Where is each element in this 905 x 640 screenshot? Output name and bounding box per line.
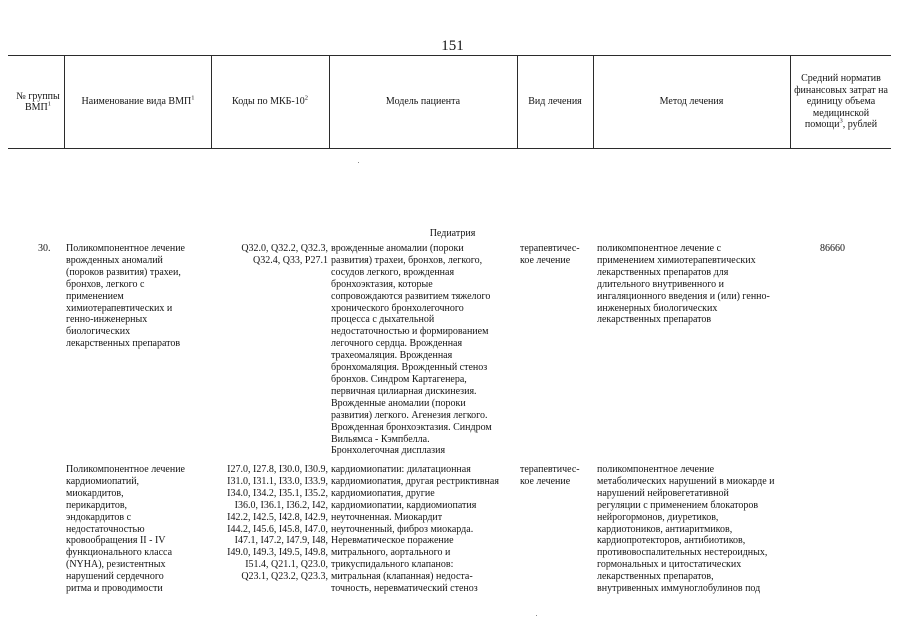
header-treatment-method — [594, 56, 789, 148]
row2-vmp-name: Поликомпонентное лечение кардиомиопатий, миокардитов, перикардитов, эндокардитов с недостаточностью кровообращения II - IV функционального класса (NYHA), резистентных нарушений сердечного ритма и проводимости — [66, 464, 185, 595]
scan-speck — [536, 615, 537, 616]
row2-treatment-type: терапевтичес- кое лечение — [520, 464, 580, 487]
section-title: Педиатрия — [429, 228, 476, 239]
row1-icd-codes: Q32.0, Q32.2, Q32.3, Q32.4, Q33, P27.1 — [241, 243, 328, 266]
header-treatment-type — [518, 56, 592, 148]
row1-patient-model: врожденные аномалии (пороки развития) трахеи, бронхов, легкого, сосудов легкого, врожденная бронхоэктазия, которые сопровождаются развитием тяжелого хронического бронхолегочного процесса с дыхательной недостаточностью и формированием легочного сердца. Врожденная трахеомаляция. Врожденная бронхомаляция. Врожденный стеноз бронхов. Синдром Картагенера, первичная цилиарная дискинезия. Врожденные аномалии (пороки развития) легкого. Агенезия легкого. Врожденная бронхоэктазия. Синдром Вильямса - Кэмпбелла. Бронхолегочная дисплазия — [331, 243, 492, 457]
table-header-bottom-rule — [8, 148, 891, 149]
header-group-number-text: № группы ВМП — [16, 90, 60, 113]
header-treatment-method-text: Метод лечения — [659, 96, 724, 108]
row1-vmp-name: Поликомпонентное лечение врожденных аномалий (пороков развития) трахеи, бронхов, легкого с применением химиотерапевтических и генно-инженерных биологических лекарственных препаратов — [66, 243, 185, 350]
row1-group-number: 30. — [38, 243, 51, 254]
row2-patient-model: кардиомиопатии: дилатационная кардиомиопатия, другая рестриктивная кардиомиопатия, другие кардиомиопатии, кардиомиопатия неуточненная. Миокардит неуточненный, фиброз миокарда. Неревматическое поражение митрального, аортального и трикуспидального клапанов: митральная (клапанная) недоста- точность, неревматический стеноз — [331, 464, 499, 595]
column-divider — [64, 55, 65, 149]
header-vmp-name: Наименование вида ВМП$^1$ — [81, 94, 195, 108]
page-number: 151 — [441, 38, 464, 54]
header-patient-model — [330, 56, 516, 148]
header-patient-model-text: Модель пациента — [385, 96, 461, 108]
row1-treatment-method: поликомпонентное лечение с применением химиотерапевтических лекарственных препаратов для длительного внутривенного и ингаляционного введения и (или) генно- инженерных биологических лекарственных препаратов — [597, 243, 770, 326]
column-divider — [790, 55, 791, 149]
row2-treatment-method: поликомпонентное лечение метаболических нарушений в миокарде и нарушений нейровегетативной регуляции с применением блокаторов нейрогормонов, диуретиков, кардиотоников, антиаритмиков, кардиопротекторов, антибиотиков, противовоспалительных нестероидных, гормональных и цитостатических лекарственных препаратов, внутривенных иммуноглобулинов под — [597, 464, 775, 595]
header-icd-codes: Коды по МКБ-$10^2$ — [232, 94, 308, 108]
row1-average-cost: 86660 — [820, 243, 845, 254]
row1-treatment-type: терапевтичес- кое лечение — [520, 243, 580, 266]
header-treatment-type-text: Вид лечения — [528, 96, 582, 108]
header-average-cost-text: Средний норматив финансовых затрат на единицу объема медицинской помощи — [794, 73, 888, 131]
header-average-cost: Средний норматив финансовых затрат на единицу объема медицинской помощи$^3$, рублей — [794, 73, 888, 131]
header-vmp-name-text: Наименование вида ВМП — [81, 96, 192, 108]
header-icd-codes-text: Коды по МКБ-10 — [232, 96, 305, 108]
scan-speck — [358, 162, 359, 163]
row2-icd-codes: I27.0, I27.8, I30.0, I30.9, I31.0, I31.1, I33.0, I33.9, I34.0, I34.2, I35.1, I35.2, I36.0, I36.1, I36.2, I42, I42.2, I42.5, I42.8, I42.9, I44.2, I45.6, I45.8, I47.0, I47.1, I47.2, I47.9, I48, I49.0, I49.3, I49.5, I49.8, I51.4, Q21.1, Q23.0, Q23.1, Q23.2, Q23.3, — [227, 464, 328, 583]
header-group-number: № группы ВМП$^1$ — [16, 90, 60, 113]
